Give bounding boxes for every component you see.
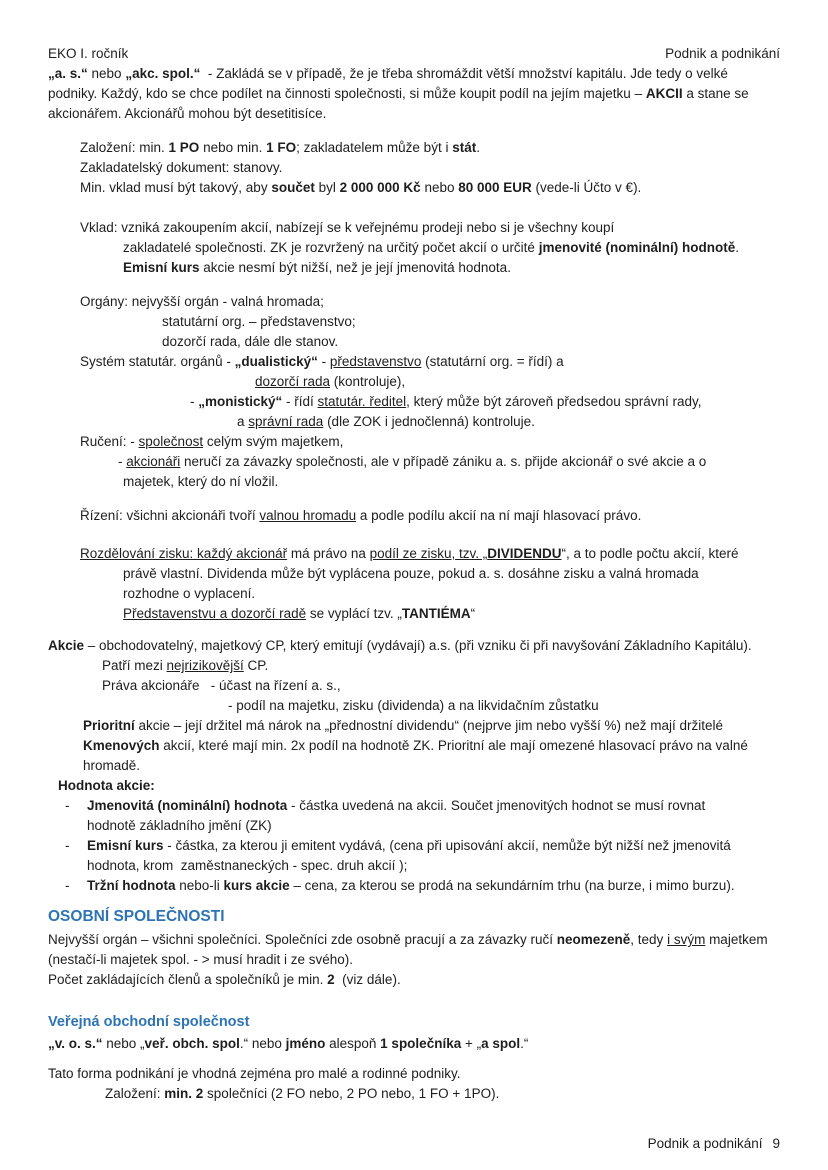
text-run: rozhodne o vyplacení. <box>123 586 256 601</box>
text-run: . <box>476 140 480 155</box>
text-run: - <box>118 454 127 469</box>
text-run: Veřejná obchodní společnost <box>48 1014 250 1030</box>
text-run: součet <box>271 180 315 195</box>
text-line <box>48 138 798 158</box>
text-line <box>48 1064 798 1084</box>
text-run: 2 000 000 Kč <box>339 180 421 195</box>
text-run: Tato forma podnikání je vhodná zejména pro malé a rodinné podniky. <box>48 1066 461 1081</box>
footer-page-number: 9 <box>772 1136 780 1151</box>
text-run: právě vlastní. Dividenda může být vyplácena pouze, pokud a. s. dosáhne zisku a valná hromada <box>123 566 699 581</box>
text-run: Počet zakládajících členů a společníků je min. <box>48 972 328 987</box>
text-run: DIVIDENDU <box>487 546 562 561</box>
document-body <box>48 64 798 1104</box>
page-header <box>48 44 798 64</box>
text-run: CP. <box>243 658 269 673</box>
text-line <box>48 636 798 656</box>
text-run: “, a to podle počtu akcií, které <box>561 546 739 561</box>
text-run: 80 000 EUR <box>458 180 532 195</box>
text-line <box>48 676 798 696</box>
text-run: Založení: <box>105 1086 165 1101</box>
text-line <box>48 856 798 876</box>
text-run: .“ nebo <box>239 1036 286 1051</box>
text-line <box>48 696 798 716</box>
text-run: akcií, které mají min. 2x podíl na hodnotě ZK. Prioritní ale mají omezené hlasovací právo na valné <box>159 738 748 753</box>
text-line <box>48 970 798 990</box>
header-right: Podnik a podnikání <box>665 46 780 61</box>
text-run: se vyplácí tzv. „ <box>306 606 402 621</box>
text-line <box>48 332 798 352</box>
text-run: nebo min. <box>199 140 267 155</box>
blank-spacer <box>48 896 798 902</box>
text-run: „monistický“ <box>198 394 283 409</box>
text-line <box>48 604 798 624</box>
text-run: stát <box>452 140 477 155</box>
text-line <box>48 472 798 492</box>
text-line <box>48 352 798 372</box>
list-item-line <box>48 836 798 856</box>
text-run: „v. o. s.“ <box>48 1036 103 1051</box>
text-run: a podle podílu akcií na ní mají hlasovací právo. <box>356 508 642 523</box>
text-run: Nejvyšší orgán – všichni společníci. Společníci zde osobně pracují a za závazky ručí <box>48 932 557 947</box>
list-dash: - <box>65 878 70 893</box>
text-line <box>48 312 798 332</box>
text-run: - řídí <box>282 394 318 409</box>
text-run: majetek, který do ní vložil. <box>123 474 279 489</box>
text-run: hodnota, krom zaměstnaneckých - spec. druh akcií ); <box>87 858 408 873</box>
list-dash: - <box>65 838 70 853</box>
text-run: Patří mezi <box>102 658 167 673</box>
text-run: 2 <box>327 972 335 987</box>
text-run: hodnotě základního jmění (ZK) <box>87 818 272 833</box>
text-run: neručí za závazky společnosti, ale v případě zániku a. s. přijde akcionář o své akcie a o <box>180 454 707 469</box>
section-heading-osobni-spolecnosti <box>48 904 798 930</box>
text-run: Prioritní <box>83 718 135 733</box>
text-run: nejrizikovější <box>166 658 244 673</box>
text-line <box>48 776 798 796</box>
text-line <box>48 258 798 278</box>
list-item-line <box>48 876 798 896</box>
text-run: TANTIÉMA <box>401 606 471 621</box>
text-run: - podíl na majetku, zisku (dividenda) a na likvidačním zůstatku <box>228 698 599 713</box>
text-run: Emisní kurs <box>123 260 200 275</box>
text-run: min. 2 <box>164 1086 204 1101</box>
text-run: (viz dále). <box>334 972 401 987</box>
text-run: Založení: min. <box>80 140 169 155</box>
text-line <box>48 452 798 472</box>
text-line <box>48 716 798 736</box>
text-run: Rozdělování zisku: každý akcionář <box>80 546 288 561</box>
text-run: + „ <box>461 1036 482 1051</box>
text-run: Hodnota akcie: <box>58 778 155 793</box>
blank-spacer <box>48 1054 798 1064</box>
blank-spacer <box>48 124 798 138</box>
text-line <box>48 158 798 178</box>
text-run: akcionáři <box>126 454 181 469</box>
text-run: 1 PO <box>168 140 200 155</box>
text-run: neomezeně <box>556 932 631 947</box>
text-run: jmenovité (nominální) hodnotě <box>538 240 736 255</box>
text-run: Tržní hodnota <box>87 878 176 893</box>
list-item-line <box>48 796 798 816</box>
text-run: statutár. ředitel <box>317 394 407 409</box>
text-run: – obchodovatelný, majetkový CP, který emitují (vydávají) a.s. (při vzniku či při navyšování Základního Kapitálu). <box>84 638 752 653</box>
text-run: „a. s.“ <box>48 66 88 81</box>
text-run: ; zakladatelem může být i <box>296 140 453 155</box>
text-run: , tedy <box>630 932 668 947</box>
text-run: alespoň <box>325 1036 381 1051</box>
text-run: a <box>237 414 249 429</box>
text-run: akcie nesmí být nižší, než je její jmenovitá hodnota. <box>199 260 511 275</box>
text-line <box>48 656 798 676</box>
text-run: představenstvo <box>329 354 422 369</box>
header-left: EKO I. ročník <box>48 46 129 61</box>
text-run: majetkem <box>705 932 768 947</box>
text-run: (dle ZOK i jednočlenná) kontroluje. <box>323 414 535 429</box>
text-run: „dualistický“ <box>234 354 318 369</box>
text-run: celým svým majetkem, <box>203 434 344 449</box>
text-line <box>48 950 798 970</box>
text-run: - <box>190 394 199 409</box>
text-run: Jmenovitá (nominální) hodnota <box>87 798 288 813</box>
text-run: a stane se <box>682 86 749 101</box>
text-run: (kontroluje), <box>330 374 406 389</box>
text-run: Řízení: všichni akcionáři tvoří <box>80 508 260 523</box>
text-run: .“ <box>520 1036 529 1051</box>
text-line <box>48 1034 798 1054</box>
text-run: nebo <box>87 66 126 81</box>
text-run: Orgány: nejvyšší orgán - valná hromada; <box>80 294 324 309</box>
text-run: AKCII <box>645 86 683 101</box>
text-run: Vklad: vzniká zakoupením akcií, nabízejí se k veřejnému prodeji nebo si je všechny koupí <box>80 220 615 235</box>
text-run: , který může být zároveň předsedou správní rady, <box>406 394 702 409</box>
text-line <box>48 544 798 564</box>
text-run: – cena, za kterou se prodá na sekundárním trhu (na burze, i mimo burzu). <box>289 878 735 893</box>
text-run: má právo na <box>287 546 370 561</box>
text-run: valnou hromadu <box>259 508 357 523</box>
text-line <box>48 816 798 836</box>
text-run: nebo <box>420 180 459 195</box>
text-run: byl <box>314 180 340 195</box>
text-run: i svým <box>667 932 706 947</box>
text-line <box>48 1084 798 1104</box>
blank-spacer <box>48 492 798 506</box>
blank-spacer <box>48 990 798 1010</box>
text-line <box>48 506 798 526</box>
text-run: (statutární org. = řídí) a <box>421 354 564 369</box>
footer-text: Podnik a podnikání <box>647 1136 763 1151</box>
text-run: “ <box>470 606 476 621</box>
text-run: dozorčí rada, dále dle stanov. <box>162 334 339 349</box>
text-run: společníci (2 FO nebo, 2 PO nebo, 1 FO + 1PO). <box>203 1086 500 1101</box>
text-run: veř. obch. spol <box>144 1036 240 1051</box>
text-run: - <box>317 354 330 369</box>
text-line <box>48 238 798 258</box>
text-run: Systém statutár. orgánů - <box>80 354 235 369</box>
text-run: dozorčí rada <box>255 374 331 389</box>
text-run: 1 FO <box>266 140 297 155</box>
blank-spacer <box>48 198 798 218</box>
text-run: akcie – její držitel má nárok na „přednostní dividendu“ (nejprve jim nebo vyšší %) než mají držitelé <box>134 718 724 733</box>
text-line <box>48 218 798 238</box>
text-run: akcionářem. Akcionářů mohou být desetitisíce. <box>48 106 327 121</box>
text-run: společnost <box>138 434 204 449</box>
text-run: (nestačí-li majetek spol. - > musí hradit i ze svého). <box>48 952 353 967</box>
text-run: nebo „ <box>102 1036 145 1051</box>
text-line <box>48 292 798 312</box>
text-run: správní rada <box>248 414 324 429</box>
text-run: . <box>735 240 739 255</box>
text-run: 1 společníka <box>380 1036 462 1051</box>
text-run: Ručení: - <box>80 434 139 449</box>
page-footer <box>633 1114 780 1170</box>
text-run: zakladatelé společnosti. ZK je rozvržený na určitý počet akcií o určité <box>123 240 539 255</box>
text-line <box>48 84 798 104</box>
text-run: - Zakládá se v případě, že je třeba shromáždit větší množství kapitálu. Jde tedy o velké <box>200 66 728 81</box>
text-line <box>48 736 798 756</box>
text-run: Práva akcionáře - účast na řízení a. s., <box>102 678 341 693</box>
blank-spacer <box>48 526 798 544</box>
blank-spacer <box>48 278 798 292</box>
text-line <box>48 930 798 950</box>
text-line <box>48 372 798 392</box>
list-dash: - <box>65 798 70 813</box>
text-line <box>48 432 798 452</box>
text-line <box>48 104 798 124</box>
text-run: a spol <box>481 1036 521 1051</box>
text-line <box>48 584 798 604</box>
text-run: jméno <box>285 1036 326 1051</box>
text-run: podíl ze zisku, tzv. „ <box>369 546 488 561</box>
text-run: Min. vklad musí být takový, aby <box>80 180 272 195</box>
text-run: OSOBNÍ SPOLEČNOSTI <box>48 908 225 925</box>
text-run: - částka uvedená na akcii. Součet jmenovitých hodnot se musí rovnat <box>287 798 706 813</box>
text-line <box>48 178 798 198</box>
text-run: Kmenových <box>83 738 160 753</box>
text-run: kurs akcie <box>223 878 290 893</box>
text-run: statutární org. – představenstvo; <box>162 314 356 329</box>
text-run: hromadě. <box>83 758 141 773</box>
text-line <box>48 412 798 432</box>
text-line <box>48 64 798 84</box>
text-run: (vede-li Účto v €). <box>531 180 642 195</box>
text-run: - částka, za kterou ji emitent vydává, (cena při upisování akcií, nemůže být nižší než jmenovitá <box>163 838 731 853</box>
text-run: Představenstvu a dozorčí radě <box>123 606 307 621</box>
text-line <box>48 564 798 584</box>
text-run: Zakladatelský dokument: stanovy. <box>80 160 283 175</box>
text-run: Akcie <box>48 638 85 653</box>
text-run: podniky. Každý, kdo se chce podílet na činnosti společnosti, si může koupit podíl na jejím majetku – <box>48 86 646 101</box>
text-run: nebo-li <box>175 878 224 893</box>
subsection-heading-verejna-obchodni-spolecnost <box>48 1010 798 1034</box>
text-run: „akc. spol.“ <box>125 66 201 81</box>
text-run: Emisní kurs <box>87 838 164 853</box>
text-line <box>48 392 798 412</box>
blank-spacer <box>48 624 798 636</box>
text-line <box>48 756 798 776</box>
